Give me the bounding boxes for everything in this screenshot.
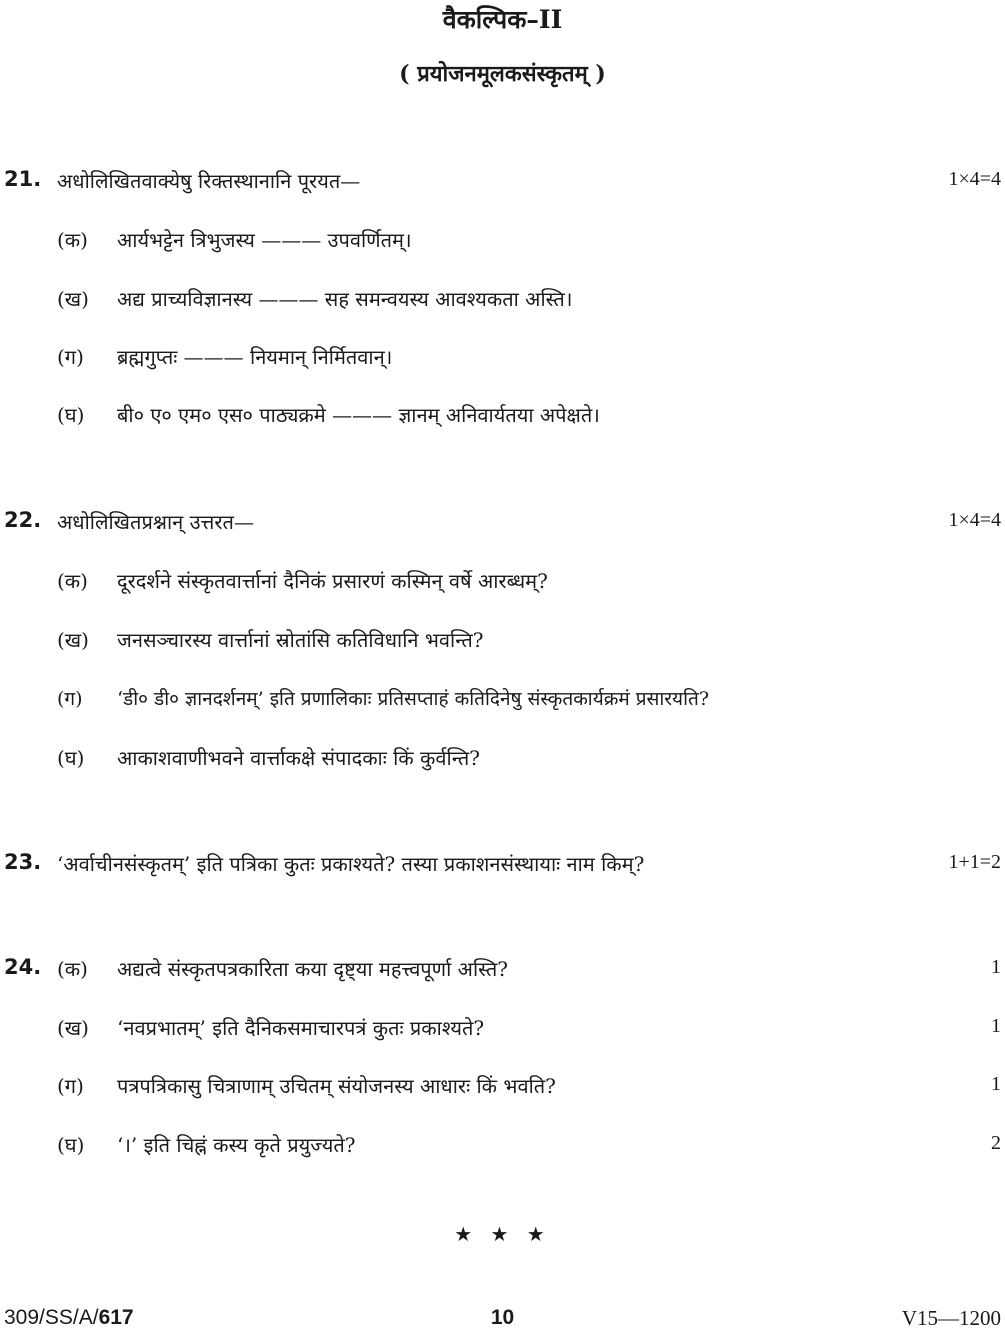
question-marks: 1×4=4 bbox=[948, 168, 1001, 190]
sub-question-text: दूरदर्शने संस्कृतवार्त्तानां दैनिकं प्रसारणं कस्मिन् वर्षे आरब्धम्? bbox=[117, 569, 548, 593]
sub-question-label: (क) bbox=[57, 957, 88, 981]
sub-question-text: आर्यभट्टेन त्रिभुजस्य ——— उपवर्णितम्। bbox=[117, 228, 412, 252]
sub-question-text: ‘डी० डी० ज्ञानदर्शनम्’ इति प्रणालिकाः प्रतिसप्ताहं कतिदिनेषु संस्कृतकार्यक्रमं प्रसारयति? bbox=[117, 688, 710, 710]
sub-question-text: बी० ए० एम० एस० पाठ्यक्रमे ——— ज्ञानम् अनिवार्यतया अपेक्षते। bbox=[117, 403, 600, 427]
sub-question-label: (ग) bbox=[57, 345, 84, 369]
sub-question-label: (क) bbox=[57, 228, 88, 252]
sub-question-label: (ख) bbox=[57, 287, 89, 311]
sub-question-marks: 1 bbox=[991, 1073, 1001, 1095]
section-title: वैकल्पिक–II bbox=[442, 5, 563, 34]
question-text: अधोलिखितवाक्येषु रिक्तस्थानानि पूरयत— bbox=[57, 169, 361, 193]
paper-code-number: 617 bbox=[98, 1306, 134, 1329]
sub-question-text: अद्य प्राच्यविज्ञानस्य ——— सह समन्वयस्य आवश्यकता अस्ति। bbox=[117, 287, 573, 311]
question-number: 24. bbox=[4, 955, 42, 979]
page-number: 10 bbox=[490, 1306, 515, 1329]
section-subtitle: ( प्रयोजनमूलकसंस्कृतम् ) bbox=[399, 61, 606, 87]
sub-question-marks: 1 bbox=[991, 1015, 1001, 1037]
question-number: 23. bbox=[4, 850, 42, 874]
sub-question-label: (ग) bbox=[57, 688, 83, 710]
paper-code-prefix: 309/SS/A/ bbox=[4, 1306, 99, 1329]
sub-question-label: (ग) bbox=[57, 1074, 84, 1098]
question-text: ‘अर्वाचीनसंस्कृतम्’ इति पत्रिका कुतः प्रकाश्यते? तस्या प्रकाशनसंस्थायाः नाम किम्? bbox=[57, 852, 645, 876]
sub-question bbox=[57, 343, 392, 370]
sub-question-label: (ख) bbox=[57, 1016, 89, 1040]
sub-question-text: पत्रपत्रिकासु चित्राणाम् उचितम् संयोजनस्य आधारः किं भवति? bbox=[117, 1074, 556, 1098]
sub-question bbox=[57, 1131, 355, 1158]
question-number: 21. bbox=[4, 167, 42, 191]
sub-question bbox=[57, 285, 572, 312]
sub-question-text: ‘नवप्रभातम्’ इति दैनिकसमाचारपत्रं कुतः प्रकाश्यते? bbox=[117, 1016, 485, 1040]
sub-question-label: (घ) bbox=[57, 746, 85, 770]
sub-question-label: (घ) bbox=[57, 403, 85, 427]
sub-question-marks: 1 bbox=[991, 956, 1001, 978]
sub-question bbox=[57, 1014, 484, 1041]
question-marks: 1×4=4 bbox=[948, 509, 1001, 531]
print-version: V15—1200 bbox=[901, 1306, 1001, 1330]
sub-question bbox=[57, 955, 508, 982]
sub-question-label: (ख) bbox=[57, 628, 89, 652]
sub-question bbox=[57, 401, 600, 428]
question-marks: 1+1=2 bbox=[948, 851, 1001, 873]
end-of-section-stars: ★ ★ ★ bbox=[454, 1222, 551, 1246]
sub-question-text: जनसञ्चारस्य वार्त्तानां स्रोतांसि कतिविधानि भवन्ति? bbox=[117, 628, 484, 652]
sub-question-text: आकाशवाणीभवने वार्त्ताकक्षे संपादकाः किं कुर्वन्ति? bbox=[117, 746, 480, 770]
sub-question bbox=[57, 626, 483, 653]
sub-question bbox=[57, 567, 548, 594]
sub-question-marks: 2 bbox=[991, 1132, 1001, 1154]
question-text: अधोलिखितप्रश्नान् उत्तरत— bbox=[57, 510, 254, 534]
sub-question bbox=[57, 226, 412, 253]
sub-question-text: अद्यत्वे संस्कृतपत्रकारिता कया दृष्ट्या महत्त्वपूर्णा अस्ति? bbox=[117, 957, 509, 981]
sub-question-text: ब्रह्मगुप्तः ——— नियमान् निर्मितवान्। bbox=[117, 345, 393, 369]
question-number: 22. bbox=[4, 508, 42, 532]
sub-question-label: (क) bbox=[57, 569, 88, 593]
sub-question bbox=[57, 685, 709, 711]
sub-question bbox=[57, 744, 480, 771]
sub-question-label: (घ) bbox=[57, 1133, 85, 1157]
sub-question-text: ‘।’ इति चिह्नं कस्य कृते प्रयुज्यते? bbox=[117, 1133, 356, 1157]
sub-question bbox=[57, 1072, 556, 1099]
